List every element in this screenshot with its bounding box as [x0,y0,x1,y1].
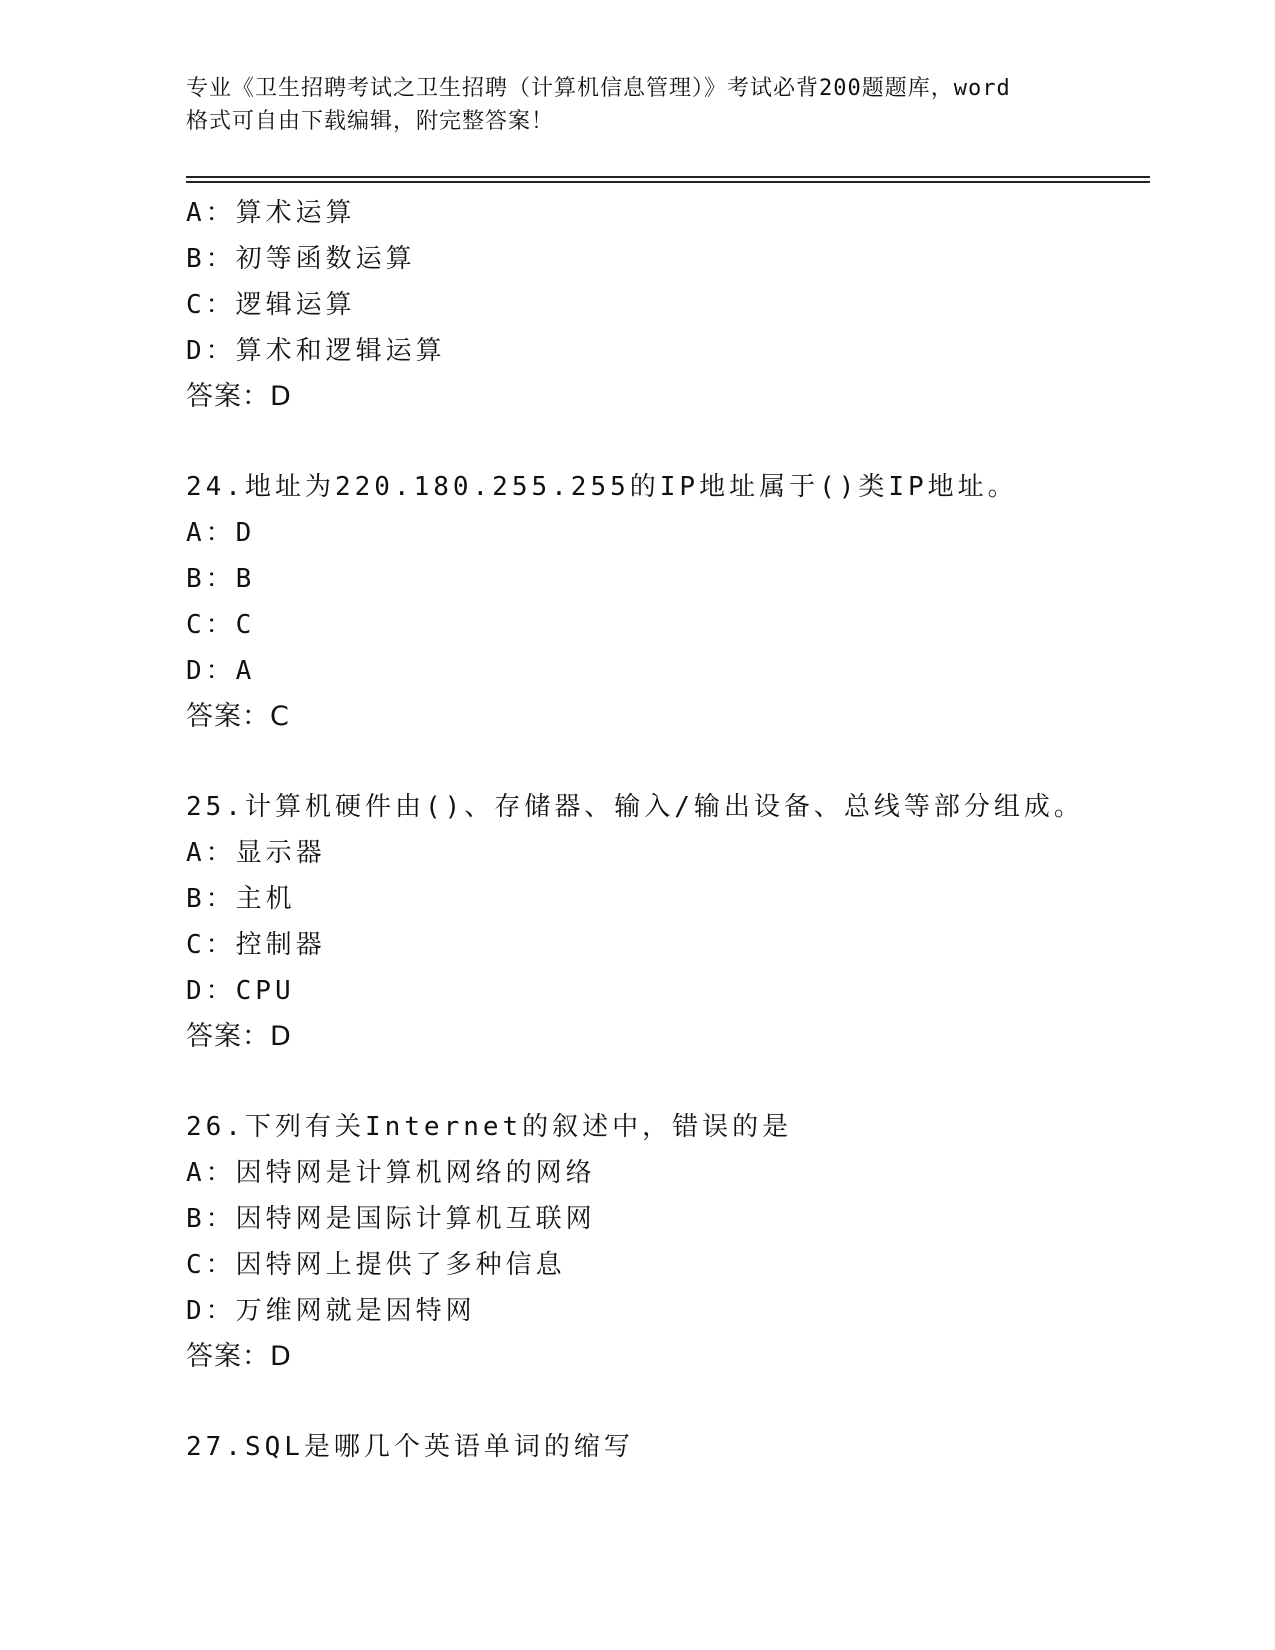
option-a: A：因特网是计算机网络的网络 [186,1158,596,1188]
answer: 答案：D [186,1021,292,1052]
option-c: C：逻辑运算 [186,290,356,320]
option-d: D：A [186,656,256,686]
option-d: D：CPU [186,976,295,1006]
option-c: C：控制器 [186,930,326,960]
answer: 答案：D [186,381,292,412]
option-b: B：主机 [186,884,296,914]
answer: 答案：D [186,1341,292,1372]
answer: 答案：C [186,701,290,732]
question-text: 26.下列有关Internet的叙述中，错误的是 [186,1112,793,1142]
option-b: B：初等函数运算 [186,244,416,274]
option-a: A：D [186,518,256,548]
header-divider-bottom [186,181,1150,183]
header-line-1: 专业《卫生招聘考试之卫生招聘（计算机信息管理）》考试必背200题题库，word [186,76,1011,101]
header-line-2: 格式可自由下载编辑，附完整答案！ [186,109,555,134]
question-27 [186,1424,1150,1470]
option-c: C：C [186,610,256,640]
question-24 [186,464,1150,740]
option-c: C：因特网上提供了多种信息 [186,1250,566,1280]
spacer [186,1060,1150,1104]
spacer [186,740,1150,784]
option-d: D：算术和逻辑运算 [186,336,446,366]
spacer [186,420,1150,464]
option-b: B：B [186,564,256,594]
question-text: 25.计算机硬件由()、存储器、输入/输出设备、总线等部分组成。 [186,792,1084,822]
document-header [186,72,1086,138]
question-25 [186,784,1150,1060]
question-23 [186,190,1150,420]
question-list [186,190,1150,1470]
option-d: D：万维网就是因特网 [186,1296,476,1326]
question-26 [186,1104,1150,1380]
question-text: 24.地址为220.180.255.255的IP地址属于()类IP地址。 [186,472,1018,502]
question-text: 27.SQL是哪几个英语单词的缩写 [186,1432,634,1462]
header-divider-top [186,176,1150,178]
option-a: A：显示器 [186,838,326,868]
option-a: A：算术运算 [186,198,356,228]
option-b: B：因特网是国际计算机互联网 [186,1204,596,1234]
spacer [186,1380,1150,1424]
